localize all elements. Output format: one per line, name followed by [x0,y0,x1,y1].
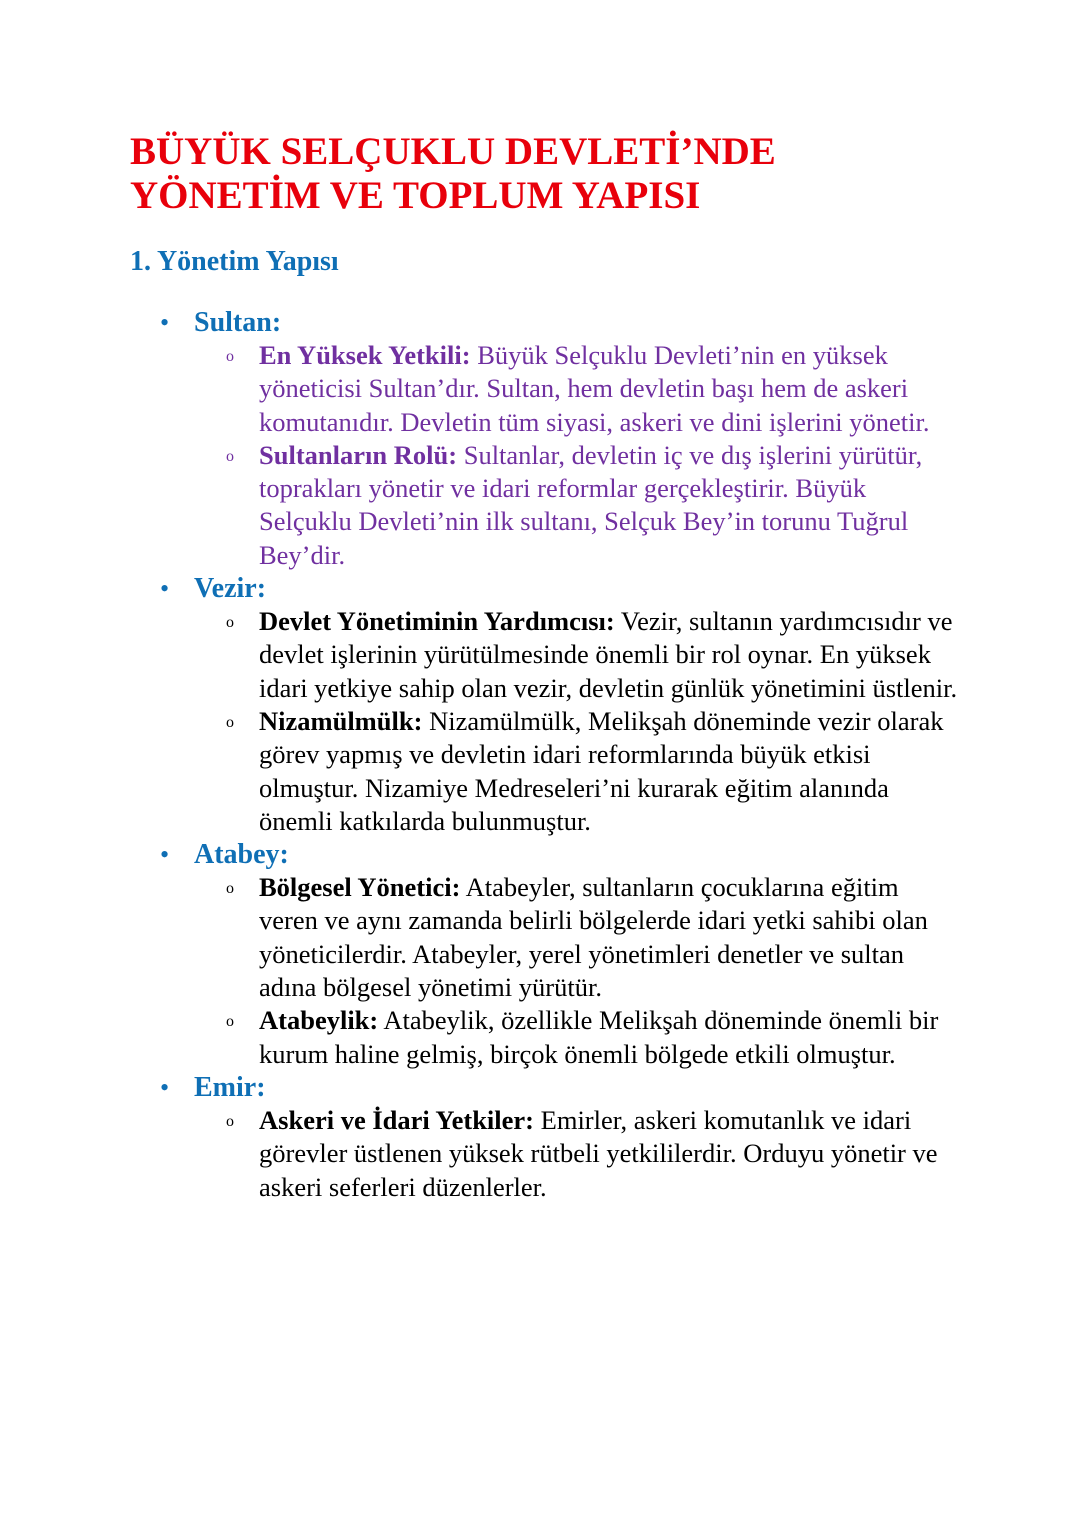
sub-item-term: Nizamülmülk: [259,705,423,736]
sub-list [160,339,960,572]
sub-item-text: Atabeyler, sultanların çocuklarına eğitim veren ve aynı zamanda belirli bölgelerde idari yetki sahibi olan yöneticilerdir. Atabeyler, yerel yönetimleri denetler ve sultan adına bölgesel yönetimi yürütür. [259,872,928,1003]
sub-list [160,1104,960,1204]
bullet-icon: • [160,1072,170,1102]
circle-bullet-icon: o [226,1013,234,1031]
section-heading: 1. Yönetim Yapısı [130,246,339,277]
sub-list-item [160,705,959,838]
sub-item-text: Vezir, sultanın yardımcısıdır ve devlet işlerinin yürütülmesinde önemli bir rol oynar. En yüksek idari yetkiye sahip olan vezir, devletin günlük yönetimini üstlenir. [259,606,958,703]
sub-item-term: Askeri ve İdari Yetkiler: [259,1104,535,1135]
list-item [160,572,960,838]
sub-list [160,871,960,1071]
document-title [130,130,776,218]
sub-list [160,605,960,838]
circle-bullet-icon: o [226,348,234,365]
circle-bullet-icon: o [226,447,234,465]
sub-item-term: Sultanların Rolü: [259,439,458,470]
title-line-2: YÖNETİM VE TOPLUM YAPISI [130,174,701,217]
list-item [160,1071,960,1204]
sub-list-item [160,439,959,572]
circle-bullet-icon: o [226,880,234,898]
item-label: Sultan: [194,307,282,338]
sub-item-text: Atabeylik, özellikle Melikşah döneminde önemli bir kurum haline gelmiş, birçok önemli bölgede etkili olmuştur. [259,1005,939,1069]
sub-item-text: Nizamülmülk, Melikşah döneminde vezir olarak görev yapmış ve devletin idari reformlarında büyük etkisi olmuştur. Nizamiye Medreseleri’ni kurarak eğitim alanında önemli katkılarda bulunmuştur. [259,705,944,836]
sub-list-item [160,1004,959,1071]
sub-item-term: Devlet Yönetiminin Yardımcısı: [259,606,615,637]
sub-list-item [160,871,959,1004]
circle-bullet-icon: o [226,1112,234,1130]
list-item [160,838,960,1071]
sub-list-item [160,339,959,439]
sub-item-term: Bölgesel Yönetici: [259,872,461,903]
sub-list-item [160,605,959,705]
bullet-list [160,306,960,1204]
circle-bullet-icon: o [226,713,234,731]
sub-item-term: Atabeylik: [259,1005,379,1036]
sub-item-text: Büyük Selçuklu Devleti’nin en yüksek yöneticisi Sultan’dır. Sultan, hem devletin başı hem de askeri komutanıdır. Devletin tüm siyasi, askeri ve dini işlerini yönetir. [259,340,930,437]
sub-item-text: Sultanlar, devletin iç ve dış işlerini yürütür, toprakları yönetir ve idari reformlar gerçekleştirir. Büyük Selçuklu Devleti’nin ilk sultanı, Selçuk Bey’in torunu Tuğrul Bey’dir. [259,439,923,570]
circle-bullet-icon: o [226,614,234,632]
item-label: Vezir: [194,573,267,605]
sub-item-text: Emirler, askeri komutanlık ve idari görevler üstlenen yüksek rütbeli yetkililerdir. Orduyu yönetir ve askeri seferleri düzenlerler. [259,1104,938,1202]
bullet-icon: • [160,308,170,337]
bullet-icon: • [160,574,170,604]
item-label: Atabey: [194,839,289,871]
sub-item-term: En Yüksek Yetkili: [259,340,471,370]
title-line-1: BÜYÜK SELÇUKLU DEVLETİ’NDE [130,130,776,173]
bullet-icon: • [160,840,170,870]
item-label: Emir: [194,1071,266,1103]
sub-list-item [160,1104,959,1204]
list-item [160,306,960,572]
